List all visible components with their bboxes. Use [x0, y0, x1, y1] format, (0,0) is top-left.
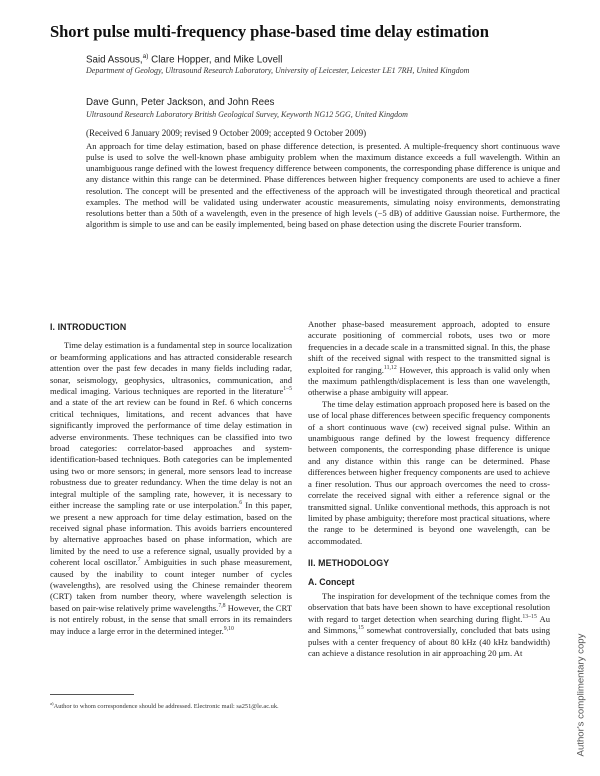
left-column: [50, 319, 292, 637]
complimentary-copy-sidebar: [575, 620, 587, 770]
citation-ref: 13–15: [522, 613, 537, 620]
author-footnote-mark: a): [142, 53, 149, 60]
paper-title: Short pulse multi-frequency phase-based time delay estimation: [50, 22, 489, 41]
abstract: An approach for time delay estimation, based on phase difference detection, is presented. A multiple-frequency short continuous wave pulse is used to solve the well-known phase ambiguity problem when the maximum distance exceeds a full wavelength. Within an unambiguous range defined with the lowest frequency difference between components, the corresponding phase difference is unique and any distance within this range can be determined. Phase differences between higher frequency components are used to achieve a finer resolution. The concept will be presented and the effectiveness of the approach will be investigated through theoretical and practical examples. The method will be validated using underwater acoustic measurements, simulating noisy environments, demonstrating resolutions better than a 50th of a wavelength, even in the presence of high levels (−5 dB) of additive Gaussian noise. Furthermore, the algorithm is simple to use and can be easily implemented, being based on phase detection using the discrete Fourier transform.: [86, 141, 560, 230]
right-column: [308, 319, 550, 659]
affiliation-2: Ultrasound Research Laboratory British Geological Survey, Keyworth NG12 5GG, United Kingdom: [86, 110, 408, 119]
received-dates: (Received 6 January 2009; revised 9 October 2009; accepted 9 October 2009): [86, 128, 367, 138]
author-names-1-rest: Clare Hopper, and Mike Lovell: [148, 54, 283, 66]
complimentary-copy-text: Author's complimentary copy: [575, 633, 587, 757]
affiliation-1: Department of Geology, Ultrasound Research Laboratory, University of Leicester, Leicester LE1 7RH, United Kingdom: [86, 66, 470, 75]
subsection-heading-concept: A. Concept: [308, 576, 355, 587]
methodology-paragraph-1: The inspiration for development of the technique comes from the observation that bats have been shown to have exceptional resolution with regard to target detection when searching during flight.$^{13-15}$ Au and Simmons,$^{15}$ somewhat controversially, concluded that bats using pulses with a center frequency of about 80 kHz (40 kHz bandwidth) can achieve a distance resolution in air approaching 20 μm. At: [308, 590, 550, 658]
intro-paragraph-2: Another phase-based measurement approach, adopted to ensure accurate positioning of commercial robots, uses two or more frequencies in a decade scale in a transmitted signal. In this, the phase shift of the received signal with respect to the transmitted signal is exploited for ranging.$^{11,12}$ However, this approach is valid only when the maximum pathlength/displacement is less than one wavelength, otherwise a phase ambiguity will appear.: [308, 319, 550, 398]
author-names-1: Said Assous,: [86, 54, 143, 66]
citation-ref: 1–5: [283, 386, 292, 393]
footnote-divider: [50, 694, 134, 695]
author-line-2: Dave Gunn, Peter Jackson, and John Rees: [86, 97, 275, 108]
citation-ref: 9,10: [223, 625, 234, 632]
author-line-1: [86, 53, 586, 65]
footnote: [50, 700, 292, 712]
citation-ref: 6: [239, 500, 243, 507]
intro-paragraph-3: The time delay estimation approach proposed here is based on the use of local phase differences between specific frequency components of a short continuous wave (cw) received signal pulse. Within an unambiguous range defined by the lowest frequency difference between components, the corresponding phase difference is unique and any distance within this range can be determined. Phase differences between higher frequency components are used to achieve a finer resolution. Thus our approach overcomes the need to cross-correlate the received signal with either a reference signal or the transmitted signal. Unlike conventional methods, this approach is not limited by phase ambiguity; therefore most practical situations, where the range to be determined is beyond one wavelength, can be accommodated.: [308, 398, 550, 546]
citation-ref: 15: [357, 625, 364, 632]
citation-ref: 11,12: [383, 364, 397, 371]
section-heading-methodology: II. METHODOLOGY: [308, 558, 390, 569]
footnote-text: Author to whom correspondence should be addressed. Electronic mail: sa251@le.ac.uk.: [53, 703, 279, 711]
intro-paragraph-1: Time delay estimation is a fundamental step in source localization or beamforming applications and has attracted considerable research attention over the past few decades in many fields including radar, sonar, seismology, geophysics, ultrasonics, communication, and medical imaging. Various techniques are reported in the literature$^{1-5}$ and a state of the art review can be found in Ref. 6 which concerns critical techniques, limitations, and recent advances that have significantly improved the performance of time delay estimation in adverse environments. These techniques can be classified into two broad categories: correlator-based approaches and system-identification-based techniques. Both categories can be implemented using two or more sensors; in general, more sensors lead to increase robustness due to greater redundancy. When the time delay is not an integral multiple of the sampling rate, however, it is necessary to either increase the sampling rate or use interpolation.$^6$ In this paper, we present a new approach for time delay estimation, based on the received signal phase information. This avoids barriers encountered by alternative approaches based on phase information, which are limited by the need to use a reference signal, usually provided by a coherent local oscillator.$^7$ Ambiguities in such phase measurement, caused by the inability to count integer number of cycles (wavelengths), are resolved using the Chinese remainder theorem (CRT) taken from number theory, where wavelength selection is based on pair-wise relatively prime wavelengths.$^{7,8}$ However, the CRT is not entirely robust, in the sense that small errors in its remainders may induce a large error in the determined integer.$^{9,10}$: [50, 340, 293, 636]
section-heading-introduction: I. INTRODUCTION: [50, 322, 127, 332]
citation-ref: 7: [137, 557, 141, 564]
citation-ref: 7,8: [218, 602, 226, 609]
footnote-mark: a): [50, 701, 54, 706]
